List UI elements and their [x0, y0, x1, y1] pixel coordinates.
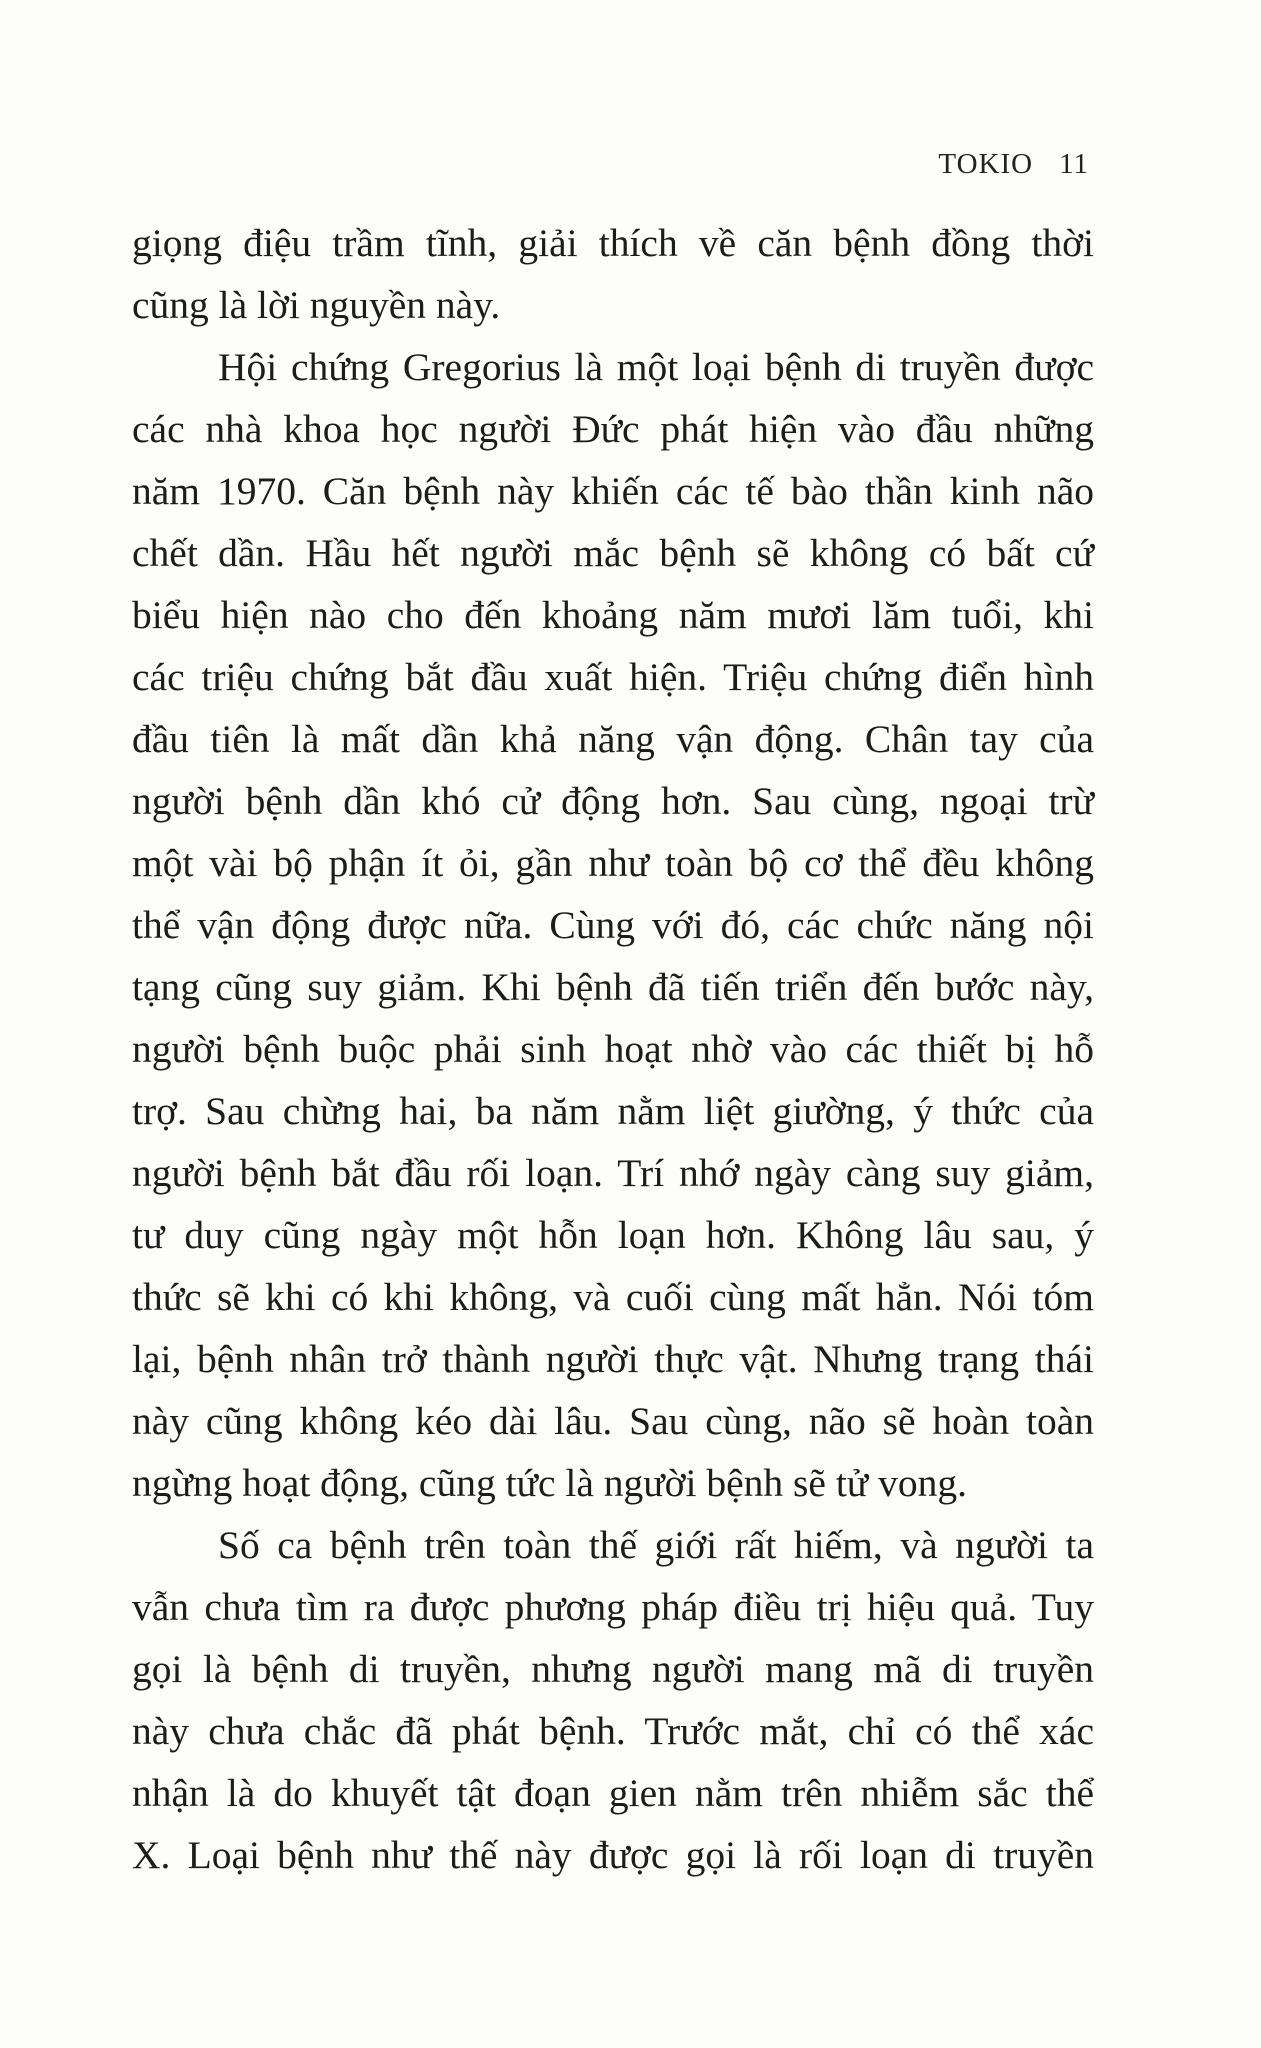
text-line: tạng cũng suy giảm. Khi bệnh đã tiến triển đến bước này, [132, 965, 1094, 1009]
text-line: một vài bộ phận ít ỏi, gần như toàn bộ cơ thể đều không [132, 841, 1094, 885]
text-line: các triệu chứng bắt đầu xuất hiện. Triệu chứng điển hình [132, 655, 1094, 699]
text-line: chết dần. Hầu hết người mắc bệnh sẽ không có bất cứ [132, 531, 1094, 575]
text-line: cũng là lời nguyền này. [132, 283, 501, 327]
text-line: năm 1970. Căn bệnh này khiến các tế bào thần kinh não [132, 469, 1094, 513]
text-line: trợ. Sau chừng hai, ba năm nằm liệt giường, ý thức của [132, 1089, 1094, 1133]
text-line: này chưa chắc đã phát bệnh. Trước mắt, chỉ có thể xác [132, 1709, 1094, 1753]
text-line: Số ca bệnh trên toàn thế giới rất hiếm, và người ta [218, 1523, 1094, 1567]
text-line: người bệnh buộc phải sinh hoạt nhờ vào các thiết bị hỗ [132, 1027, 1094, 1071]
text-line: đầu tiên là mất dần khả năng vận động. Chân tay của [132, 717, 1094, 761]
text-line: các nhà khoa học người Đức phát hiện vào đầu những [132, 407, 1094, 451]
text-line: vẫn chưa tìm ra được phương pháp điều trị hiệu quả. Tuy [132, 1585, 1094, 1629]
text-line: thức sẽ khi có khi không, và cuối cùng mất hẳn. Nói tóm [132, 1275, 1094, 1319]
text-line: tư duy cũng ngày một hỗn loạn hơn. Không lâu sau, ý [132, 1213, 1094, 1257]
text-line: người bệnh dần khó cử động hơn. Sau cùng, ngoại trừ [132, 779, 1094, 823]
text-line: giọng điệu trầm tĩnh, giải thích về căn bệnh đồng thời [132, 221, 1094, 265]
body-text [132, 212, 1094, 1886]
running-header [938, 148, 1089, 181]
text-line: Hội chứng Gregorius là một loại bệnh di truyền được [218, 345, 1094, 389]
text-line: gọi là bệnh di truyền, nhưng người mang mã di truyền [132, 1647, 1094, 1691]
text-line: thể vận động được nữa. Cùng với đó, các chức năng nội [132, 903, 1094, 947]
text-line: người bệnh bắt đầu rối loạn. Trí nhớ ngày càng suy giảm, [132, 1151, 1094, 1195]
page-number: 11 [1059, 148, 1089, 180]
text-line: ngừng hoạt động, cũng tức là người bệnh sẽ tử vong. [132, 1461, 967, 1505]
running-title: TOKIO [938, 148, 1034, 180]
text-line: lại, bệnh nhân trở thành người thực vật. Nhưng trạng thái [132, 1337, 1094, 1381]
text-line: này cũng không kéo dài lâu. Sau cùng, não sẽ hoàn toàn [132, 1399, 1094, 1443]
text-line: biểu hiện nào cho đến khoảng năm mươi lăm tuổi, khi [132, 593, 1094, 637]
text-line: nhận là do khuyết tật đoạn gien nằm trên nhiễm sắc thể [132, 1771, 1094, 1815]
text-line: X. Loại bệnh như thế này được gọi là rối loạn di truyền [132, 1833, 1094, 1877]
